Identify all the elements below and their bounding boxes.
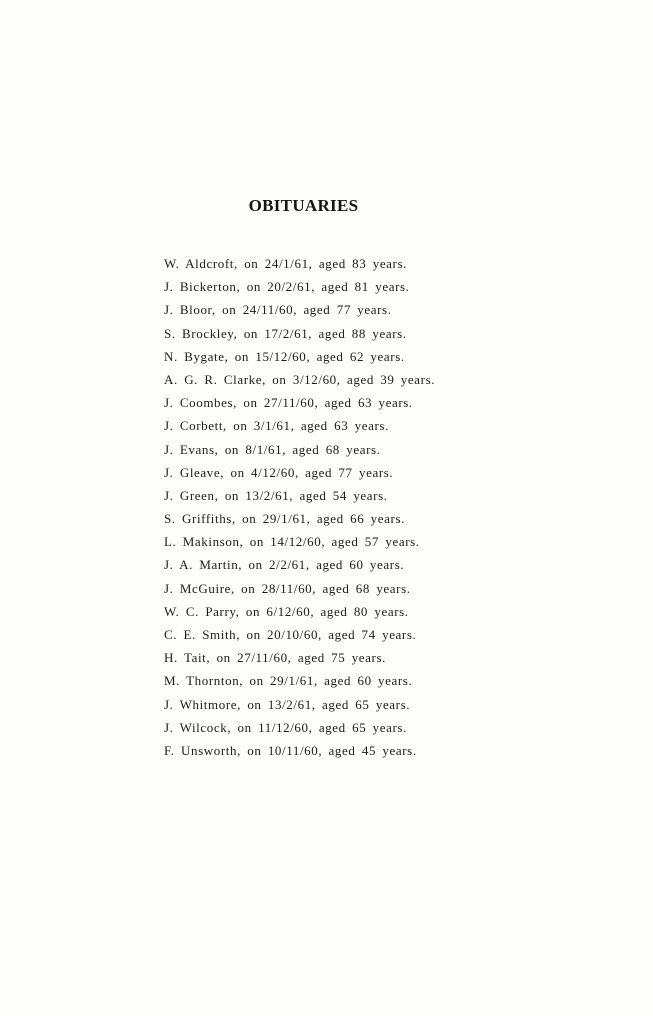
obituary-entry: J. Green, on 13/2/61, aged 54 years. (164, 487, 388, 503)
obituary-entry: J. A. Martin, on 2/2/61, aged 60 years. (164, 557, 405, 573)
obituary-entry: A. G. R. Clarke, on 3/12/60, aged 39 years. (164, 371, 436, 387)
obituary-entry: J. Wilcock, on 11/12/60, aged 65 years. (164, 719, 407, 735)
obituary-entry: W. Aldcroft, on 24/1/61, aged 83 years. (164, 256, 407, 271)
obituary-entry: S. Brockley, on 17/2/61, aged 88 years. (164, 325, 407, 341)
obituary-entry: L. Makinson, on 14/12/60, aged 57 years. (164, 534, 420, 550)
obituary-entry: J. McGuire, on 28/11/60, aged 68 years. (164, 580, 411, 596)
obituary-entry: S. Griffiths, on 29/1/61, aged 66 years. (164, 511, 405, 527)
obituary-entry: J. Gleave, on 4/12/60, aged 77 years. (164, 464, 394, 480)
obituary-entry: M. Thornton, on 29/1/61, aged 60 years. (164, 673, 413, 689)
obituary-entry: J. Coombes, on 27/11/60, aged 63 years. (164, 395, 413, 411)
obituary-entry: F. Unsworth, on 10/11/60, aged 45 years. (164, 742, 417, 758)
obituary-entry: W. C. Parry, on 6/12/60, aged 80 years. (164, 603, 409, 619)
obituary-entry: J. Evans, on 8/1/61, aged 68 years. (164, 441, 381, 457)
obituary-entry: J. Bickerton, on 20/2/61, aged 81 years. (164, 279, 410, 295)
page-title: OBITUARIES (248, 196, 359, 215)
obituary-list (164, 252, 435, 762)
obituary-entry: C. E. Smith, on 20/10/60, aged 74 years. (164, 627, 417, 642)
obituary-entry: J. Whitmore, on 13/2/61, aged 65 years. (164, 696, 411, 712)
obituary-entry: J. Corbett, on 3/1/61, aged 63 years. (164, 418, 389, 434)
obituary-entry: N. Bygate, on 15/12/60, aged 62 years. (164, 348, 405, 364)
obituary-entry: H. Tait, on 27/11/60, aged 75 years. (164, 650, 386, 666)
obituary-entry: J. Bloor, on 24/11/60, aged 77 years. (164, 302, 392, 318)
